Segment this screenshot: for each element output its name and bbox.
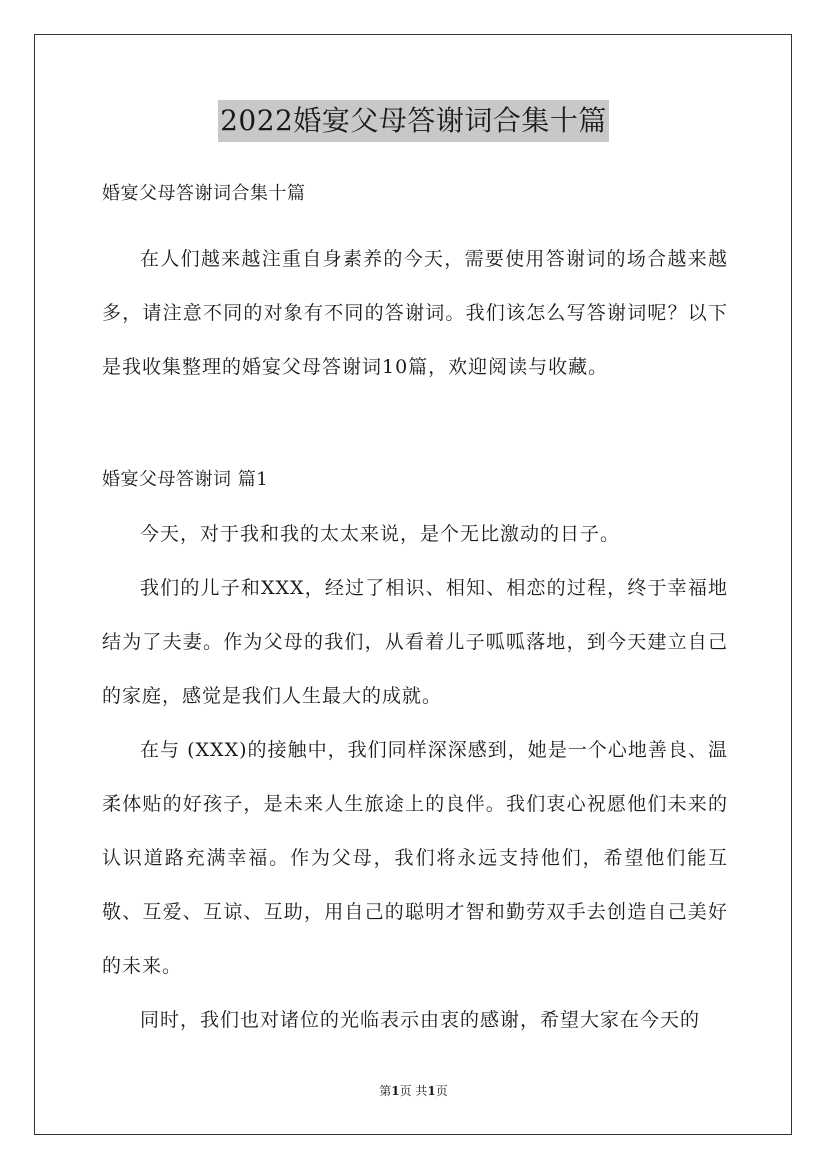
page-total: 1 [427,1084,436,1098]
page-label-suffix: 页 [435,1084,448,1098]
page-label-mid: 页 共 [399,1084,428,1098]
section-1 [102,462,728,1047]
section-paragraph: 同时，我们也对诸位的光临表示由衷的感谢，希望大家在今天的 [140,1009,701,1031]
page-current: 1 [391,1084,400,1098]
page-footer [0,1083,827,1099]
title-container [0,100,827,142]
page-label-prefix: 第 [379,1084,392,1098]
section-heading: 婚宴父母答谢词 篇1 [102,469,269,490]
section-paragraph: 我们的儿子和XXX，经过了相识、相知、相恋的过程，终于幸福地结为了夫妻。作为父母的我们，从看着儿子呱呱落地，到今天建立自己的家庭，感觉是我们人生最大的成就。 [102,577,728,707]
document-body [102,176,728,1047]
section-paragraph: 在与 (XXX)的接触中，我们同样深深感到，她是一个心地善良、温柔体贴的好孩子，是未来人生旅途上的良伴。我们衷心祝愿他们未来的认识道路充满幸福。作为父母，我们将永远支持他们，希望他们能互敬、互爱、互谅、互助，用自己的聪明才智和勤劳双手去创造自己美好的未来。 [102,739,728,977]
document-subtitle: 婚宴父母答谢词合集十篇 [102,183,306,204]
document-title: 2022婚宴父母答谢词合集十篇 [218,100,609,142]
section-paragraph: 今天，对于我和我的太太来说，是个无比激动的日子。 [140,523,621,545]
intro-paragraph: 在人们越来越注重自身素养的今天，需要使用答谢词的场合越来越多，请注意不同的对象有不同的答谢词。我们该怎么写答谢词呢？以下是我收集整理的婚宴父母答谢词10篇，欢迎阅读与收藏。 [102,248,728,378]
